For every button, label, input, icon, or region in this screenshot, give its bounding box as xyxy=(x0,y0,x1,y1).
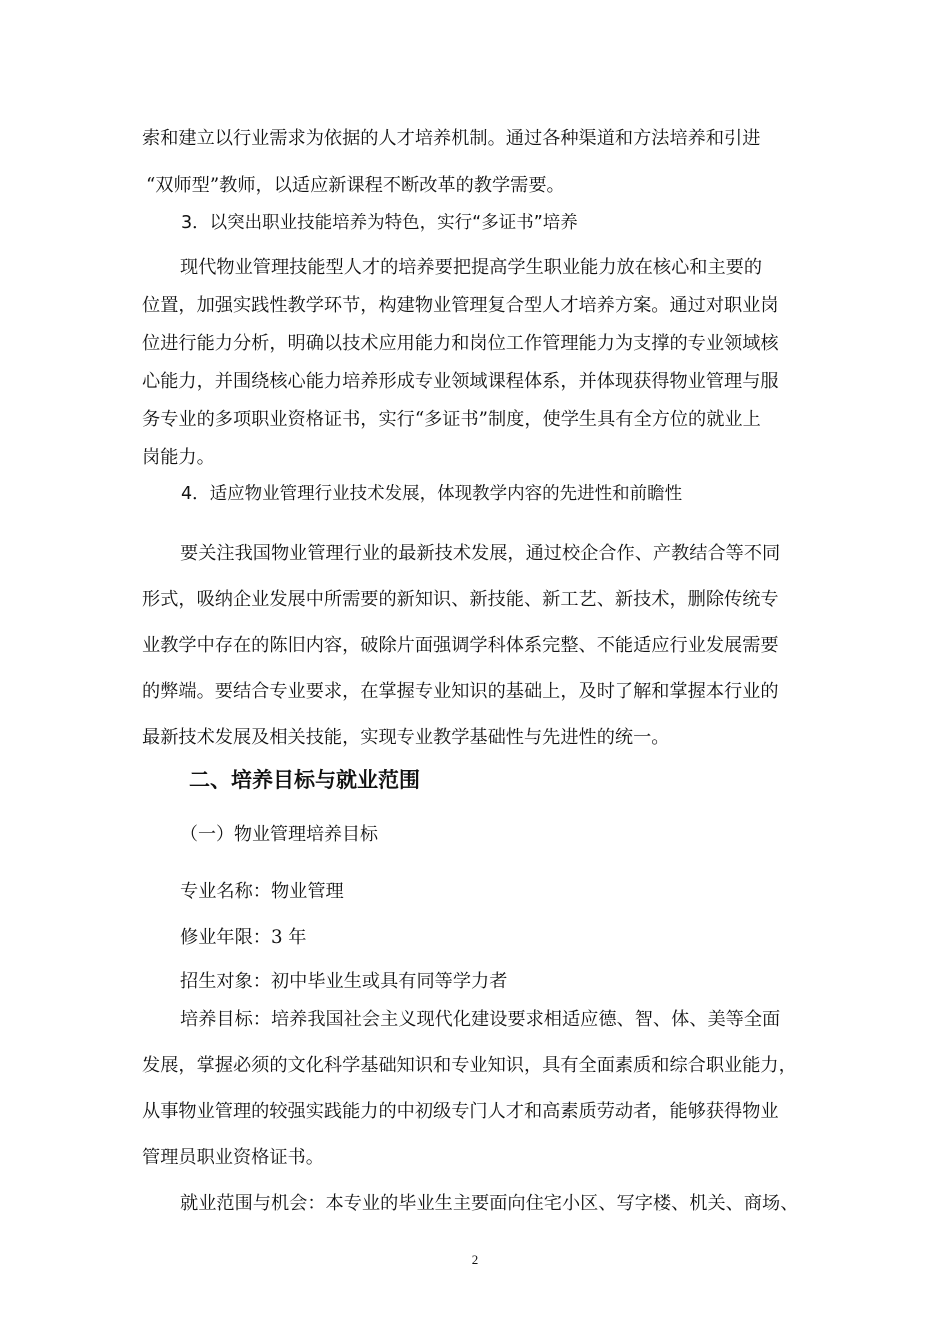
paragraph-line: 现代物业管理技能型人才的培养要把提高学生职业能力放在核心和主要的 xyxy=(180,257,763,278)
paragraph-line: 心能力，并围绕核心能力培养形成专业领域课程体系，并体现获得物业管理与服 xyxy=(142,371,779,392)
section-title: 二、培养目标与就业范围 xyxy=(189,768,420,792)
paragraph-line: 发展，掌握必须的文化科学基础知识和专业知识，具有全面素质和综合职业能力， xyxy=(142,1055,797,1076)
paragraph-line: 形式，吸纳企业发展中所需要的新知识、新技能、新工艺、新技术，删除传统专 xyxy=(142,589,779,610)
paragraph-line: 位进行能力分析，明确以技术应用能力和岗位工作管理能力为支撑的专业领域核 xyxy=(142,333,779,354)
paragraph-line: 要关注我国物业管理行业的最新技术发展，通过校企合作、产教结合等不同 xyxy=(180,543,781,564)
paragraph-line: 位置，加强实践性教学环节，构建物业管理复合型人才培养方案。通过对职业岗 xyxy=(142,295,779,316)
paragraph-line: 岗能力。 xyxy=(142,447,215,468)
page-number: 2 xyxy=(471,1252,479,1267)
paragraph-line: 的弊端。要结合专业要求，在掌握专业知识的基础上，及时了解和掌握本行业的 xyxy=(142,681,779,702)
paragraph-line: 就业范围与机会：本专业的毕业生主要面向住宅小区、写字楼、机关、商场、 xyxy=(180,1193,799,1214)
field-enrollment: 招生对象：初中毕业生或具有同等学力者 xyxy=(180,971,508,992)
paragraph-line: 管理员职业资格证书。 xyxy=(142,1147,324,1168)
subsection-title: （一）物业管理培养目标 xyxy=(180,824,378,845)
paragraph-line: 培养目标：培养我国社会主义现代化建设要求相适应德、智、体、美等全面 xyxy=(180,1009,781,1030)
field-major: 专业名称：物业管理 xyxy=(180,881,344,902)
numbered-heading: 3．以突出职业技能培养为特色，实行“多证书”培养 xyxy=(181,213,578,233)
field-duration: 修业年限：3 年 xyxy=(180,927,307,948)
paragraph-line: “双师型”教师，以适应新课程不断改革的教学需要。 xyxy=(146,175,565,196)
paragraph-line: 最新技术发展及相关技能，实现专业教学基础性与先进性的统一。 xyxy=(142,727,670,748)
numbered-heading: 4．适应物业管理行业技术发展，体现教学内容的先进性和前瞻性 xyxy=(181,484,683,504)
paragraph-line: 从事物业管理的较强实践能力的中初级专门人才和高素质劳动者，能够获得物业 xyxy=(142,1101,779,1122)
paragraph-line: 务专业的多项职业资格证书，实行“多证书”制度，使学生具有全方位的就业上 xyxy=(142,409,761,430)
paragraph-line: 索和建立以行业需求为依据的人才培养机制。通过各种渠道和方法培养和引进 xyxy=(142,128,761,149)
paragraph-line: 业教学中存在的陈旧内容，破除片面强调学科体系完整、不能适应行业发展需要 xyxy=(142,635,779,656)
